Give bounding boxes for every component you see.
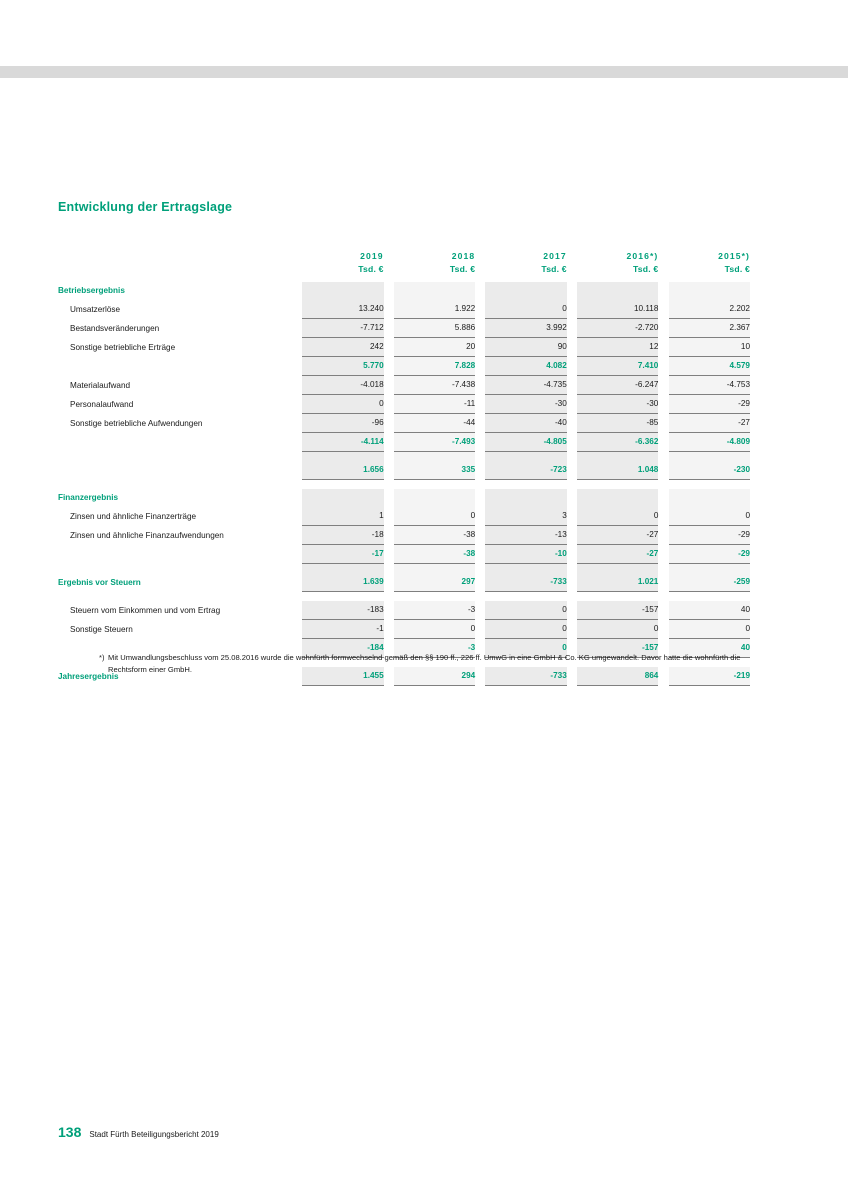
row-label: Sonstige Steuern <box>70 624 133 634</box>
table-cell: 0 <box>669 507 750 526</box>
table-cell <box>485 282 566 300</box>
spacer-cell <box>669 592 750 602</box>
table-cell: 1.639 <box>302 573 383 592</box>
table-cell: -29 <box>669 545 750 564</box>
row-label <box>58 357 302 376</box>
gap <box>658 263 668 282</box>
column-gap <box>658 489 668 507</box>
table-cell: 1.048 <box>577 461 658 480</box>
table-cell: -27 <box>577 526 658 545</box>
column-header-unit-1: Tsd. € <box>449 264 476 274</box>
table-row <box>58 395 750 414</box>
column-gap <box>567 461 577 480</box>
row-label: Sonstige betriebliche Erträge <box>70 342 176 352</box>
table-cell: 1.455 <box>302 667 383 686</box>
column-gap <box>658 507 668 526</box>
table-cell <box>485 489 566 507</box>
column-gap <box>567 452 577 462</box>
row-spacer <box>58 480 750 490</box>
table-cell: 1.021 <box>577 573 658 592</box>
table-cell: -38 <box>394 545 475 564</box>
table-cell: 294 <box>394 667 475 686</box>
spacer-cell <box>577 452 658 462</box>
table-row <box>58 601 750 620</box>
column-gap <box>658 601 668 620</box>
table-cell: 5.886 <box>394 319 475 338</box>
table-row <box>58 620 750 639</box>
financial-table <box>58 250 750 686</box>
column-gap <box>475 433 485 452</box>
table-cell: 242 <box>302 338 383 357</box>
spacer-cell <box>577 480 658 490</box>
column-gap <box>384 282 394 300</box>
table-header <box>58 250 750 282</box>
row-spacer <box>58 452 750 462</box>
table-row <box>58 319 750 338</box>
spacer-cell <box>669 480 750 490</box>
table-body <box>58 282 750 686</box>
column-header-unit-0: Tsd. € <box>358 264 384 274</box>
column-gap <box>384 433 394 452</box>
gap <box>658 250 668 263</box>
table-header-years <box>58 250 750 263</box>
table-cell: -4.114 <box>302 433 383 452</box>
table-cell: -96 <box>302 414 383 433</box>
header-spacer <box>58 250 302 263</box>
table-row <box>58 573 750 592</box>
gap <box>475 250 485 263</box>
footnote-text: Mit Umwandlungsbeschluss vom 25.08.2016 wurde die wohnfürth formwechselnd gemäß den §§ 190 ff., 226 ff. UmwG in eine GmbH & Co. KG umgewandelt. Davor hatte die wohnfürth die Rechtsform einer GmbH. <box>108 653 741 674</box>
footer-text: Stadt Fürth Beteiligungsbericht 2019 <box>89 1130 219 1139</box>
table-cell: -6.247 <box>577 376 658 395</box>
row-label: Personalaufwand <box>70 399 134 409</box>
column-gap <box>567 282 577 300</box>
table-cell: 2.367 <box>669 319 750 338</box>
footnote-marker: *) <box>99 653 105 662</box>
table-cell: -7.493 <box>394 433 475 452</box>
table-cell: -219 <box>669 667 750 686</box>
spacer-cell <box>485 452 566 462</box>
table-cell: -259 <box>669 573 750 592</box>
table-cell: 0 <box>302 395 383 414</box>
table-cell: 13.240 <box>302 300 383 319</box>
table-cell <box>394 489 475 507</box>
column-gap <box>567 395 577 414</box>
table-cell: -30 <box>485 395 566 414</box>
table-cell: -29 <box>669 526 750 545</box>
table-cell: -40 <box>485 414 566 433</box>
column-gap <box>567 592 577 602</box>
table-row <box>58 338 750 357</box>
row-label: Betriebsergebnis <box>58 286 125 295</box>
table-cell: 0 <box>485 639 566 658</box>
column-gap <box>475 282 485 300</box>
column-gap <box>475 414 485 433</box>
table-cell: 10.118 <box>577 300 658 319</box>
column-gap <box>567 526 577 545</box>
row-label: Zinsen und ähnliche Finanzerträge <box>70 511 197 521</box>
column-gap <box>658 376 668 395</box>
spacer-cell <box>485 592 566 602</box>
table-cell: -27 <box>577 545 658 564</box>
spacer-cell <box>302 480 383 490</box>
spacer-cell <box>669 452 750 462</box>
column-gap <box>475 620 485 639</box>
column-gap <box>475 338 485 357</box>
column-header-year-0: 2019 <box>360 251 384 261</box>
table-cell: 0 <box>394 620 475 639</box>
column-header-year-4: 2015*) <box>718 251 750 261</box>
row-label: Sonstige betriebliche Aufwendungen <box>70 418 203 428</box>
spacer-cell <box>485 480 566 490</box>
column-gap <box>567 564 577 574</box>
table-cell <box>577 282 658 300</box>
column-gap <box>475 526 485 545</box>
table-cell: -4.809 <box>669 433 750 452</box>
table-row <box>58 300 750 319</box>
spacer-cell <box>394 452 475 462</box>
table-row <box>58 376 750 395</box>
column-gap <box>384 480 394 490</box>
table-row <box>58 282 750 300</box>
table-cell: 3.992 <box>485 319 566 338</box>
column-gap <box>658 620 668 639</box>
table-cell: -44 <box>394 414 475 433</box>
spacer-cell <box>577 592 658 602</box>
table-cell: 0 <box>577 620 658 639</box>
table-row <box>58 433 750 452</box>
column-gap <box>475 376 485 395</box>
gap <box>384 250 394 263</box>
row-label <box>58 433 302 452</box>
table-row <box>58 507 750 526</box>
table-cell: 1 <box>302 507 383 526</box>
table-cell: 40 <box>669 639 750 658</box>
table-cell: 0 <box>485 300 566 319</box>
column-gap <box>384 601 394 620</box>
column-gap <box>658 592 668 602</box>
table-cell: 5.770 <box>302 357 383 376</box>
table-cell: -29 <box>669 395 750 414</box>
table-cell: -17 <box>302 545 383 564</box>
column-gap <box>658 395 668 414</box>
table-cell: 2.202 <box>669 300 750 319</box>
column-gap <box>475 592 485 602</box>
spacer-cell <box>302 452 383 462</box>
table-cell: -157 <box>577 601 658 620</box>
column-gap <box>658 433 668 452</box>
column-gap <box>384 507 394 526</box>
row-label: Umsatzerlöse <box>70 304 121 314</box>
table-header-units <box>58 263 750 282</box>
table-cell: -4.753 <box>669 376 750 395</box>
column-gap <box>658 526 668 545</box>
table-cell: 7.410 <box>577 357 658 376</box>
column-gap <box>658 282 668 300</box>
column-gap <box>384 489 394 507</box>
column-gap <box>384 573 394 592</box>
spacer-cell <box>58 564 302 574</box>
spacer-cell <box>58 592 302 602</box>
table-cell: -4.805 <box>485 433 566 452</box>
column-gap <box>384 620 394 639</box>
table-cell: -4.018 <box>302 376 383 395</box>
column-gap <box>658 545 668 564</box>
column-gap <box>567 376 577 395</box>
gap <box>384 263 394 282</box>
column-gap <box>567 601 577 620</box>
table-cell: -733 <box>485 667 566 686</box>
spacer-cell <box>58 452 302 462</box>
table-cell: 4.579 <box>669 357 750 376</box>
column-gap <box>658 480 668 490</box>
gap <box>475 263 485 282</box>
column-gap <box>475 480 485 490</box>
column-gap <box>567 480 577 490</box>
table-cell: 1.656 <box>302 461 383 480</box>
spacer-cell <box>58 480 302 490</box>
table-cell: 0 <box>577 507 658 526</box>
column-header-unit-2: Tsd. € <box>541 264 567 274</box>
column-gap <box>475 357 485 376</box>
column-gap <box>475 489 485 507</box>
column-gap <box>475 573 485 592</box>
table-cell: 4.082 <box>485 357 566 376</box>
column-gap <box>384 526 394 545</box>
column-gap <box>658 573 668 592</box>
column-gap <box>384 319 394 338</box>
header-band <box>0 66 848 78</box>
table-cell: -184 <box>302 639 383 658</box>
spacer-cell <box>394 592 475 602</box>
column-gap <box>384 452 394 462</box>
table-cell: -1 <box>302 620 383 639</box>
column-header-unit-4: Tsd. € <box>724 264 750 274</box>
column-gap <box>384 592 394 602</box>
table-cell: 7.828 <box>394 357 475 376</box>
column-gap <box>384 357 394 376</box>
column-gap <box>658 414 668 433</box>
gap <box>567 250 577 263</box>
table-cell: -3 <box>394 639 475 658</box>
column-gap <box>384 338 394 357</box>
column-gap <box>567 489 577 507</box>
page-title: Entwicklung der Ertragslage <box>58 200 233 214</box>
row-label: Ergebnis vor Steuern <box>58 577 141 587</box>
table-cell: 3 <box>485 507 566 526</box>
spacer-cell <box>394 480 475 490</box>
table-cell: 335 <box>394 461 475 480</box>
column-gap <box>384 376 394 395</box>
table-cell: -7.438 <box>394 376 475 395</box>
table-cell <box>669 489 750 507</box>
table-cell: 0 <box>485 601 566 620</box>
column-gap <box>384 545 394 564</box>
table-cell: 0 <box>485 620 566 639</box>
table-cell: -38 <box>394 526 475 545</box>
table-cell: 0 <box>394 507 475 526</box>
header-spacer-2 <box>58 263 302 282</box>
table-cell: 40 <box>669 601 750 620</box>
table-row <box>58 545 750 564</box>
table-cell <box>669 282 750 300</box>
row-spacer <box>58 564 750 574</box>
table-cell <box>577 489 658 507</box>
table-cell: -230 <box>669 461 750 480</box>
column-gap <box>567 507 577 526</box>
column-gap <box>567 338 577 357</box>
table-cell: 12 <box>577 338 658 357</box>
table-cell: -723 <box>485 461 566 480</box>
column-gap <box>475 507 485 526</box>
column-gap <box>658 319 668 338</box>
column-gap <box>475 395 485 414</box>
column-header-unit-3: Tsd. € <box>632 264 659 274</box>
row-label: Finanzergebnis <box>58 493 119 502</box>
table-cell: -27 <box>669 414 750 433</box>
column-gap <box>384 461 394 480</box>
column-gap <box>475 452 485 462</box>
table-row <box>58 489 750 507</box>
spacer-cell <box>302 564 383 574</box>
table-cell: -157 <box>577 639 658 658</box>
table-cell: 20 <box>394 338 475 357</box>
column-gap <box>658 461 668 480</box>
table-cell: -10 <box>485 545 566 564</box>
row-label: Zinsen und ähnliche Finanzaufwendungen <box>70 530 224 540</box>
page-footer <box>58 1124 219 1140</box>
column-gap <box>567 300 577 319</box>
column-gap <box>658 338 668 357</box>
column-gap <box>384 300 394 319</box>
spacer-cell <box>485 564 566 574</box>
table-cell <box>302 282 383 300</box>
table-cell <box>302 489 383 507</box>
page-number: 138 <box>58 1124 82 1140</box>
table-cell: -6.362 <box>577 433 658 452</box>
column-gap <box>658 564 668 574</box>
table-cell: -183 <box>302 601 383 620</box>
column-gap <box>567 414 577 433</box>
column-gap <box>567 573 577 592</box>
table-row <box>58 526 750 545</box>
column-header-year-2: 2017 <box>543 251 567 261</box>
row-label <box>58 461 302 480</box>
table-cell: -18 <box>302 526 383 545</box>
column-gap <box>475 564 485 574</box>
table-cell: -733 <box>485 573 566 592</box>
table-cell: -3 <box>394 601 475 620</box>
table-cell: 864 <box>577 667 658 686</box>
column-gap <box>567 545 577 564</box>
column-gap <box>567 433 577 452</box>
table-cell: -11 <box>394 395 475 414</box>
table-cell: 90 <box>485 338 566 357</box>
spacer-cell <box>394 564 475 574</box>
table-cell <box>394 282 475 300</box>
spacer-cell <box>302 592 383 602</box>
column-gap <box>475 319 485 338</box>
column-gap <box>658 357 668 376</box>
table-row <box>58 461 750 480</box>
table-row <box>58 357 750 376</box>
row-label: Materialaufwand <box>70 380 131 390</box>
footnote <box>99 652 753 676</box>
column-gap <box>567 319 577 338</box>
table-cell: -4.735 <box>485 376 566 395</box>
table-cell: -2.720 <box>577 319 658 338</box>
row-spacer <box>58 592 750 602</box>
table-cell: 297 <box>394 573 475 592</box>
table-row <box>58 414 750 433</box>
column-gap <box>384 564 394 574</box>
column-gap <box>567 357 577 376</box>
table-cell: -30 <box>577 395 658 414</box>
table-cell: -85 <box>577 414 658 433</box>
column-gap <box>384 414 394 433</box>
column-gap <box>475 601 485 620</box>
column-gap <box>384 395 394 414</box>
gap <box>567 263 577 282</box>
spacer-cell <box>669 564 750 574</box>
table-cell: 1.922 <box>394 300 475 319</box>
row-label <box>58 545 302 564</box>
row-label: Jahresergebnis <box>58 671 119 681</box>
column-gap <box>658 452 668 462</box>
column-gap <box>567 620 577 639</box>
column-header-year-3: 2016*) <box>626 251 659 261</box>
column-gap <box>475 461 485 480</box>
column-gap <box>475 545 485 564</box>
row-label: Bestandsveränderungen <box>70 323 160 333</box>
table-cell: -7.712 <box>302 319 383 338</box>
column-gap <box>475 300 485 319</box>
column-header-year-1: 2018 <box>451 251 476 261</box>
table-cell: -13 <box>485 526 566 545</box>
table-cell: 0 <box>669 620 750 639</box>
spacer-cell <box>577 564 658 574</box>
column-gap <box>658 300 668 319</box>
row-label: Steuern vom Einkommen und vom Ertrag <box>70 605 221 615</box>
table-cell: 10 <box>669 338 750 357</box>
